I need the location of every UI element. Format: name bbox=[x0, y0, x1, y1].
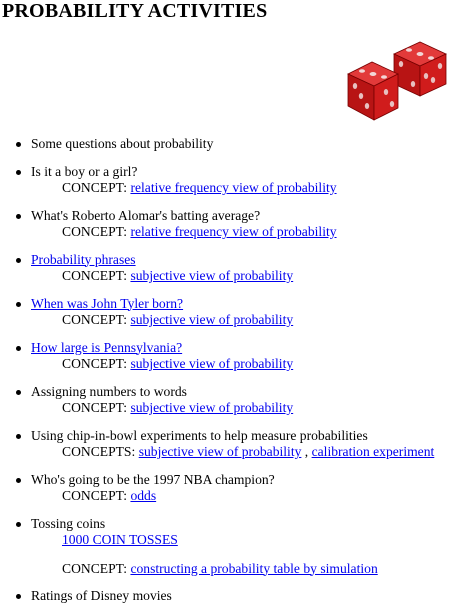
concept-label: CONCEPT: bbox=[62, 180, 128, 195]
concept-label: CONCEPT: bbox=[62, 356, 128, 371]
list-item bbox=[0, 340, 449, 373]
item-text: Using chip-in-bowl experiments to help measure probabilities bbox=[31, 427, 368, 443]
item-link[interactable]: Probability phrases bbox=[31, 251, 136, 267]
list-item bbox=[0, 164, 449, 197]
list-item bbox=[0, 296, 449, 329]
concept-link[interactable]: constructing a probability table by simulation bbox=[130, 560, 378, 576]
list-item bbox=[0, 588, 449, 605]
list-item bbox=[0, 472, 449, 505]
item-text: Ratings of Disney movies bbox=[31, 588, 172, 603]
item-text: What's Roberto Alomar's batting average? bbox=[31, 207, 261, 223]
concept-link-2[interactable]: calibration experiment bbox=[311, 444, 435, 459]
list-item bbox=[0, 516, 449, 578]
coin-toss-link[interactable]: 1000 COIN TOSSES bbox=[62, 532, 178, 547]
list-item bbox=[0, 428, 449, 461]
concept-link[interactable]: relative frequency view of probability bbox=[130, 224, 337, 239]
list-item bbox=[0, 136, 449, 153]
concept-link[interactable]: subjective view of probability bbox=[130, 312, 294, 327]
concept-label: CONCEPT: bbox=[62, 400, 128, 415]
item-link[interactable]: When was John Tyler born? bbox=[31, 295, 184, 311]
list-item bbox=[0, 384, 449, 417]
separator: , bbox=[301, 444, 309, 459]
item-text: Some questions about probability bbox=[31, 136, 214, 151]
concept-link[interactable]: subjective view of probability bbox=[130, 356, 294, 371]
item-text: Is it a boy or a girl? bbox=[31, 163, 138, 179]
item-link[interactable]: How large is Pennsylvania? bbox=[31, 339, 183, 355]
back-die bbox=[394, 42, 446, 96]
concept-label: CONCEPT: bbox=[62, 224, 128, 239]
concept-label: CONCEPT: bbox=[62, 560, 128, 576]
concept-label: CONCEPTS: bbox=[62, 444, 136, 459]
concept-label: CONCEPT: bbox=[62, 312, 128, 327]
concept-label: CONCEPT: bbox=[62, 488, 128, 503]
concept-link[interactable]: relative frequency view of probability bbox=[130, 180, 337, 195]
list-item bbox=[0, 208, 449, 241]
list-item bbox=[0, 252, 449, 285]
page-title: PROBABILITY ACTIVITIES bbox=[2, 0, 268, 22]
concept-link[interactable]: subjective view of probability bbox=[130, 268, 294, 283]
activity-list bbox=[0, 136, 449, 605]
front-die bbox=[348, 62, 398, 120]
concept-label: CONCEPT: bbox=[62, 268, 128, 283]
item-text: Who's going to be the 1997 NBA champion? bbox=[31, 471, 275, 487]
concept-link[interactable]: subjective view of probability bbox=[130, 400, 294, 415]
dice-icon bbox=[346, 40, 448, 124]
item-text: Assigning numbers to words bbox=[31, 383, 187, 399]
item-text: Tossing coins bbox=[31, 515, 106, 531]
concept-link[interactable]: odds bbox=[130, 488, 157, 503]
concept-link[interactable]: subjective view of probability bbox=[138, 444, 302, 459]
